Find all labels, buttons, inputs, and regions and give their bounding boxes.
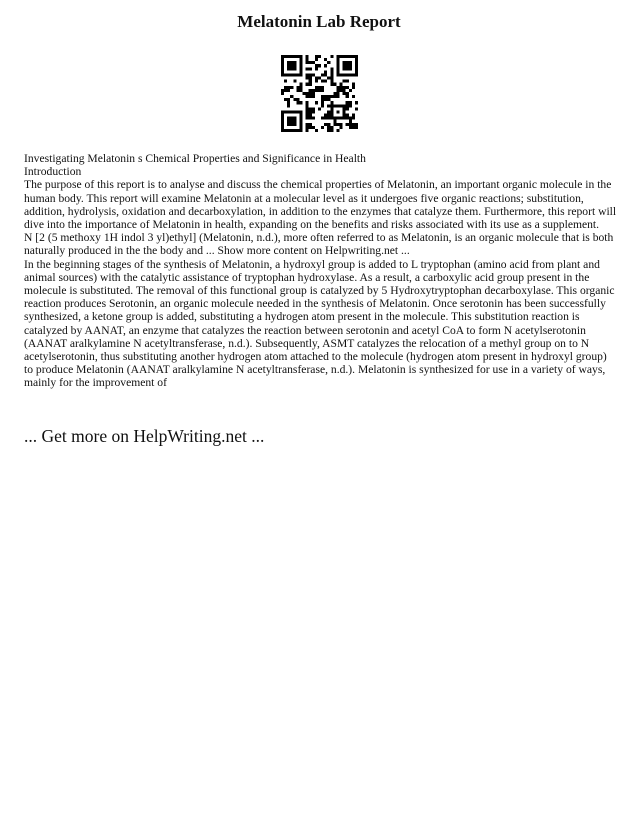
qr-module bbox=[284, 98, 287, 101]
qr-module bbox=[355, 107, 358, 110]
qr-module bbox=[284, 129, 287, 132]
qr-module bbox=[349, 117, 352, 120]
qr-module bbox=[355, 70, 358, 73]
qr-module bbox=[324, 73, 327, 76]
qr-module bbox=[336, 92, 339, 95]
qr-module bbox=[352, 123, 355, 126]
qr-module bbox=[281, 58, 284, 61]
qr-module bbox=[293, 123, 296, 126]
qr-module bbox=[299, 120, 302, 123]
qr-module bbox=[340, 73, 343, 76]
qr-module bbox=[318, 86, 321, 89]
qr-module bbox=[355, 73, 358, 76]
qr-module bbox=[330, 70, 333, 73]
qr-module bbox=[355, 64, 358, 67]
qr-module bbox=[315, 64, 318, 67]
qr-module bbox=[281, 67, 284, 70]
paragraph-synthesis: In the beginning stages of the synthesis of Melatonin, a hydroxyl group is added to L tryptophan (amino acid from plant and animal sources) with the catalytic assistance of tryptophan hydroxylase. As a result, a carboxylic acid group present in the molecule is substituted. The removal of this functional group is catalyzed by 5 Hydroxytryptophan decarboxylase. This organic reaction produces Serotonin, an organic molecule needed in the synthesis of Melatonin. Once serotonin has been successfully synthesized, a ketone group is added, substituting a hydrogen atom present in the molecule. This substitution reaction is catalyzed by AANAT, an enzyme that catalyzes the reaction between serotonin and acetyl CoA to form N acetylserotonin (AANAT aralkylamine N acetyltransferase, n.d.). Subsequently, ASMT catalyzes the relocation of a methyl group on to N acetylserotonin, thus substituting another hydrogen atom attached to the molecule (hydrogen atom present in hydroxyl group) to produce Melatonin (AANAT aralkylamine N acetyltransferase, n.d.). Melatonin is synthesized for use in a variety of ways, mainly for the improvement of bbox=[24, 257, 615, 390]
page-title: Melatonin Lab Report bbox=[237, 12, 401, 31]
qr-module bbox=[281, 55, 284, 58]
qr-module bbox=[327, 123, 330, 126]
qr-module bbox=[352, 86, 355, 89]
qr-module bbox=[299, 70, 302, 73]
qr-module bbox=[309, 80, 312, 83]
qr-module bbox=[306, 55, 309, 58]
qr-module bbox=[327, 98, 330, 101]
qr-module bbox=[324, 95, 327, 98]
qr-module bbox=[312, 110, 315, 113]
qr-module bbox=[343, 67, 346, 70]
qr-module bbox=[333, 104, 336, 107]
qr-module bbox=[312, 61, 315, 64]
qr-module bbox=[281, 70, 284, 73]
qr-module bbox=[299, 61, 302, 64]
qr-module bbox=[343, 80, 346, 83]
qr-module bbox=[306, 107, 309, 110]
qr-module bbox=[330, 117, 333, 120]
qr-module bbox=[330, 110, 333, 113]
qr-module bbox=[333, 95, 336, 98]
qr-module bbox=[306, 77, 309, 80]
qr-module bbox=[309, 92, 312, 95]
qr-module bbox=[349, 123, 352, 126]
qr-module bbox=[315, 101, 318, 104]
qr-module bbox=[355, 101, 358, 104]
qr-module bbox=[293, 61, 296, 64]
qr-module bbox=[306, 83, 309, 86]
qr-module bbox=[287, 101, 290, 104]
qr-module bbox=[349, 126, 352, 129]
qr-module bbox=[296, 98, 299, 101]
qr-module bbox=[324, 117, 327, 120]
qr-module bbox=[299, 55, 302, 58]
qr-module bbox=[333, 123, 336, 126]
qr-module bbox=[290, 117, 293, 120]
qr-module bbox=[315, 58, 318, 61]
qr-module bbox=[343, 86, 346, 89]
qr-module bbox=[306, 104, 309, 107]
qr-module bbox=[284, 86, 287, 89]
qr-module bbox=[336, 95, 339, 98]
qr-module bbox=[287, 104, 290, 107]
qr-module bbox=[306, 58, 309, 61]
qr-module bbox=[349, 61, 352, 64]
qr-module bbox=[287, 98, 290, 101]
qr-module bbox=[287, 123, 290, 126]
qr-module bbox=[287, 61, 290, 64]
qr-module bbox=[312, 126, 315, 129]
qr-module bbox=[296, 101, 299, 104]
qr-module bbox=[355, 126, 358, 129]
qr-module bbox=[324, 80, 327, 83]
qr-module bbox=[287, 67, 290, 70]
qr-module bbox=[330, 55, 333, 58]
qr-module bbox=[306, 101, 309, 104]
qr-module bbox=[330, 77, 333, 80]
qr-module bbox=[293, 98, 296, 101]
qr-module bbox=[349, 64, 352, 67]
qr-module bbox=[346, 64, 349, 67]
qr-module bbox=[352, 95, 355, 98]
qr-module bbox=[340, 83, 343, 86]
qr-module bbox=[293, 80, 296, 83]
qr-module bbox=[299, 129, 302, 132]
qr-module bbox=[355, 123, 358, 126]
qr-module bbox=[299, 58, 302, 61]
qr-module bbox=[336, 73, 339, 76]
qr-module bbox=[315, 80, 318, 83]
qr-module bbox=[321, 104, 324, 107]
qr-module bbox=[349, 101, 352, 104]
qr-module bbox=[299, 123, 302, 126]
qr-module bbox=[336, 110, 339, 113]
qr-module bbox=[281, 129, 284, 132]
qr-module bbox=[336, 67, 339, 70]
qr-module bbox=[330, 80, 333, 83]
qr-module bbox=[287, 55, 290, 58]
qr-module bbox=[309, 117, 312, 120]
qr-module bbox=[343, 114, 346, 117]
qr-module bbox=[327, 95, 330, 98]
qr-module bbox=[349, 73, 352, 76]
qr-module bbox=[284, 55, 287, 58]
qr-module bbox=[346, 92, 349, 95]
qr-module bbox=[309, 107, 312, 110]
qr-module bbox=[318, 77, 321, 80]
qr-module bbox=[333, 120, 336, 123]
qr-module bbox=[290, 64, 293, 67]
get-more-link[interactable]: ... Get more on HelpWriting.net ... bbox=[24, 426, 265, 446]
qr-module bbox=[321, 101, 324, 104]
qr-module bbox=[309, 73, 312, 76]
qr-module bbox=[312, 95, 315, 98]
qr-module bbox=[349, 104, 352, 107]
qr-module bbox=[336, 129, 339, 132]
qr-module bbox=[321, 95, 324, 98]
qr-module bbox=[281, 123, 284, 126]
qr-module bbox=[284, 89, 287, 92]
qr-code-icon[interactable] bbox=[281, 55, 358, 132]
qr-module bbox=[343, 73, 346, 76]
qr-module bbox=[306, 92, 309, 95]
qr-module bbox=[321, 73, 324, 76]
qr-module bbox=[306, 126, 309, 129]
qr-module bbox=[324, 70, 327, 73]
qr-module bbox=[340, 55, 343, 58]
qr-module bbox=[327, 61, 330, 64]
qr-module bbox=[290, 110, 293, 113]
qr-module bbox=[312, 107, 315, 110]
qr-module bbox=[299, 89, 302, 92]
qr-module bbox=[321, 98, 324, 101]
qr-module bbox=[306, 114, 309, 117]
qr-module bbox=[321, 86, 324, 89]
qr-module bbox=[346, 104, 349, 107]
qr-module bbox=[290, 123, 293, 126]
qr-module bbox=[281, 89, 284, 92]
qr-module bbox=[281, 110, 284, 113]
qr-module bbox=[346, 67, 349, 70]
qr-module bbox=[299, 67, 302, 70]
qr-module bbox=[346, 117, 349, 120]
qr-module bbox=[284, 110, 287, 113]
qr-module bbox=[293, 110, 296, 113]
qr-module bbox=[290, 86, 293, 89]
qr-module bbox=[312, 92, 315, 95]
qr-module bbox=[346, 61, 349, 64]
qr-module bbox=[315, 67, 318, 70]
qr-module bbox=[287, 86, 290, 89]
qr-module bbox=[336, 70, 339, 73]
qr-module bbox=[296, 73, 299, 76]
qr-module bbox=[355, 55, 358, 58]
qr-module bbox=[340, 123, 343, 126]
qr-module bbox=[343, 64, 346, 67]
qr-module bbox=[324, 114, 327, 117]
qr-module bbox=[309, 110, 312, 113]
qr-module bbox=[299, 126, 302, 129]
qr-module bbox=[321, 80, 324, 83]
qr-module bbox=[343, 89, 346, 92]
qr-module bbox=[343, 117, 346, 120]
qr-module bbox=[352, 83, 355, 86]
qr-module bbox=[306, 110, 309, 113]
qr-module bbox=[343, 55, 346, 58]
qr-module bbox=[296, 55, 299, 58]
qr-module bbox=[330, 95, 333, 98]
qr-module bbox=[324, 58, 327, 61]
qr-module bbox=[315, 89, 318, 92]
qr-module bbox=[287, 110, 290, 113]
qr-module bbox=[293, 117, 296, 120]
qr-module bbox=[312, 89, 315, 92]
qr-module bbox=[293, 55, 296, 58]
qr-module bbox=[352, 126, 355, 129]
qr-module bbox=[327, 117, 330, 120]
introduction-heading: Introduction bbox=[24, 165, 82, 179]
qr-module bbox=[333, 83, 336, 86]
qr-module bbox=[299, 73, 302, 76]
qr-module bbox=[340, 86, 343, 89]
qr-module bbox=[340, 126, 343, 129]
qr-module bbox=[287, 120, 290, 123]
report-subtitle: Investigating Melatonin s Chemical Properties and Significance in Health bbox=[24, 152, 366, 165]
qr-module bbox=[287, 129, 290, 132]
qr-module bbox=[343, 107, 346, 110]
qr-module bbox=[336, 61, 339, 64]
report-body bbox=[24, 152, 618, 390]
qr-module bbox=[293, 67, 296, 70]
qr-module bbox=[318, 107, 321, 110]
qr-module bbox=[299, 117, 302, 120]
qr-module bbox=[281, 73, 284, 76]
qr-module bbox=[315, 129, 318, 132]
qr-module bbox=[293, 64, 296, 67]
qr-module bbox=[333, 117, 336, 120]
qr-module bbox=[318, 64, 321, 67]
qr-module bbox=[349, 89, 352, 92]
qr-module bbox=[306, 129, 309, 132]
qr-module bbox=[318, 55, 321, 58]
qr-module bbox=[306, 123, 309, 126]
qr-module bbox=[324, 123, 327, 126]
qr-module bbox=[299, 110, 302, 113]
qr-module bbox=[306, 67, 309, 70]
qr-module bbox=[346, 95, 349, 98]
qr-module bbox=[330, 129, 333, 132]
qr-module bbox=[287, 73, 290, 76]
qr-code-graphic bbox=[281, 55, 358, 132]
qr-module bbox=[299, 114, 302, 117]
qr-module bbox=[290, 95, 293, 98]
qr-module bbox=[321, 126, 324, 129]
qr-module bbox=[336, 64, 339, 67]
qr-module bbox=[287, 64, 290, 67]
qr-module bbox=[309, 61, 312, 64]
qr-module bbox=[349, 120, 352, 123]
qr-module bbox=[330, 101, 333, 104]
qr-module bbox=[336, 86, 339, 89]
qr-module bbox=[349, 67, 352, 70]
qr-module bbox=[336, 123, 339, 126]
qr-module bbox=[309, 89, 312, 92]
qr-module bbox=[336, 104, 339, 107]
qr-module bbox=[346, 73, 349, 76]
qr-module bbox=[355, 58, 358, 61]
qr-module bbox=[355, 67, 358, 70]
qr-module bbox=[343, 110, 346, 113]
qr-module bbox=[281, 114, 284, 117]
qr-module bbox=[306, 95, 309, 98]
qr-module bbox=[296, 89, 299, 92]
qr-module bbox=[281, 61, 284, 64]
qr-module bbox=[336, 58, 339, 61]
qr-module bbox=[309, 123, 312, 126]
qr-module bbox=[327, 77, 330, 80]
qr-module bbox=[306, 117, 309, 120]
qr-module bbox=[309, 83, 312, 86]
qr-module bbox=[306, 61, 309, 64]
qr-module bbox=[346, 86, 349, 89]
qr-module bbox=[340, 104, 343, 107]
qr-module bbox=[284, 73, 287, 76]
qr-module bbox=[296, 129, 299, 132]
qr-module bbox=[321, 117, 324, 120]
qr-module bbox=[281, 92, 284, 95]
qr-module bbox=[287, 89, 290, 92]
qr-module bbox=[287, 117, 290, 120]
qr-module bbox=[309, 95, 312, 98]
qr-module bbox=[346, 101, 349, 104]
qr-module bbox=[327, 110, 330, 113]
qr-module bbox=[290, 129, 293, 132]
qr-module bbox=[290, 67, 293, 70]
qr-module bbox=[293, 120, 296, 123]
qr-module bbox=[330, 126, 333, 129]
qr-module bbox=[352, 55, 355, 58]
qr-module bbox=[327, 129, 330, 132]
qr-module bbox=[315, 86, 318, 89]
qr-module bbox=[346, 123, 349, 126]
qr-module bbox=[309, 67, 312, 70]
qr-module bbox=[330, 104, 333, 107]
qr-module bbox=[327, 104, 330, 107]
qr-module bbox=[346, 107, 349, 110]
qr-module bbox=[309, 77, 312, 80]
qr-module bbox=[293, 73, 296, 76]
qr-module bbox=[336, 55, 339, 58]
qr-module bbox=[318, 89, 321, 92]
qr-module bbox=[333, 92, 336, 95]
qr-module bbox=[324, 98, 327, 101]
qr-module bbox=[309, 114, 312, 117]
qr-module bbox=[346, 80, 349, 83]
qr-module bbox=[296, 110, 299, 113]
qr-module bbox=[281, 117, 284, 120]
qr-module bbox=[321, 89, 324, 92]
qr-module bbox=[340, 117, 343, 120]
qr-module bbox=[340, 89, 343, 92]
qr-module bbox=[315, 77, 318, 80]
qr-module bbox=[352, 117, 355, 120]
qr-module bbox=[290, 61, 293, 64]
qr-module bbox=[315, 55, 318, 58]
qr-module bbox=[281, 126, 284, 129]
qr-module bbox=[336, 117, 339, 120]
qr-module bbox=[330, 107, 333, 110]
paragraph-purpose: The purpose of this report is to analyse and discuss the chemical properties of Melatonin, an important organic molecule in the human body. This report will examine Melatonin at a molecular level as it undergoes five organic reactions; substitution, addition, hydrolysis, oxidation and decarboxylation, in addition to the enzymes that catalyze them. Furthermore, this report will dive into the importance of Melatonin in health, expanding on the benefits and risks associated with its use as a supplement. bbox=[24, 178, 617, 232]
qr-module bbox=[352, 114, 355, 117]
qr-module bbox=[290, 120, 293, 123]
qr-module bbox=[299, 64, 302, 67]
qr-module bbox=[299, 86, 302, 89]
qr-module bbox=[346, 114, 349, 117]
qr-module bbox=[330, 73, 333, 76]
qr-module bbox=[303, 92, 306, 95]
qr-module bbox=[330, 114, 333, 117]
qr-module bbox=[336, 89, 339, 92]
qr-module bbox=[290, 73, 293, 76]
qr-module bbox=[312, 73, 315, 76]
qr-module bbox=[309, 126, 312, 129]
qr-module bbox=[290, 55, 293, 58]
qr-module bbox=[343, 61, 346, 64]
qr-module bbox=[330, 67, 333, 70]
qr-module bbox=[355, 61, 358, 64]
qr-module bbox=[327, 126, 330, 129]
qr-module bbox=[299, 83, 302, 86]
qr-module bbox=[324, 64, 327, 67]
qr-module bbox=[312, 117, 315, 120]
qr-module bbox=[343, 104, 346, 107]
qr-module bbox=[352, 73, 355, 76]
qr-module bbox=[293, 129, 296, 132]
qr-module bbox=[281, 120, 284, 123]
qr-module bbox=[343, 92, 346, 95]
qr-module bbox=[296, 86, 299, 89]
paragraph-definition: N [2 (5 methoxy 1H indol 3 yl)ethyl] (Melatonin, n.d.), more often referred to as Melatonin, is an organic molecule that is both naturally produced in the the body and ... Show more content on Helpwriting.net ... bbox=[24, 231, 614, 258]
qr-module bbox=[284, 80, 287, 83]
qr-module bbox=[349, 55, 352, 58]
qr-module bbox=[281, 64, 284, 67]
qr-module bbox=[330, 83, 333, 86]
qr-module bbox=[346, 55, 349, 58]
qr-module bbox=[327, 114, 330, 117]
qr-module bbox=[306, 73, 309, 76]
qr-module bbox=[299, 101, 302, 104]
